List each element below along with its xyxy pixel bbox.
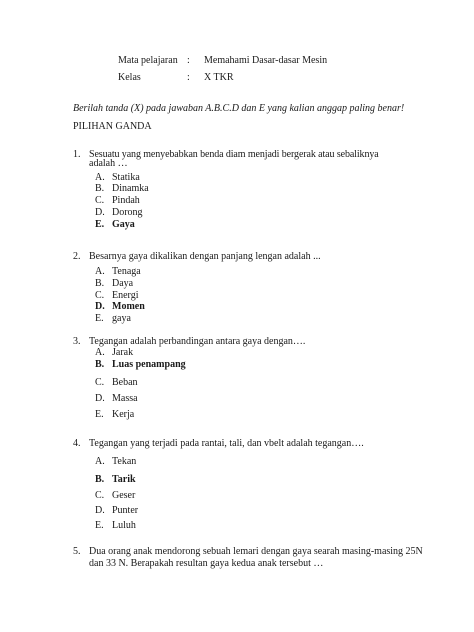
option-letter: E. [95, 520, 104, 531]
question-number: 5. [73, 546, 81, 557]
instruction-text: Berilah tanda (X) pada jawaban A.B.C.D dan E yang kalian anggap paling benar! [73, 103, 405, 114]
question-text: Dua orang anak mendorong sebuah lemari dengan gaya searah masing-masing 25N [89, 546, 423, 557]
option-letter: E. [95, 409, 104, 420]
option-letter: E. [95, 313, 104, 324]
option-letter: B. [95, 183, 105, 194]
option-text: Jarak [112, 347, 134, 358]
option-letter: D. [95, 393, 105, 404]
question-text: Tegangan yang terjadi pada rantai, tali, dan vbelt adalah tegangan…. [89, 438, 364, 449]
option-text: Tekan [112, 456, 137, 467]
option-text-answer: Gaya [112, 219, 135, 230]
option-letter: A. [95, 347, 105, 358]
question-text-continued: adalah … [89, 158, 128, 169]
option-text: Daya [112, 278, 134, 289]
option-letter: C. [95, 490, 105, 501]
subject-value: Memahami Dasar-dasar Mesin [204, 55, 328, 66]
subject-colon: : [187, 55, 190, 66]
question-number: 3. [73, 336, 81, 347]
question-text: Besarnya gaya dikalikan dengan panjang lengan adalah ... [89, 251, 321, 262]
option-letter: C. [95, 377, 105, 388]
option-text: Luluh [112, 520, 136, 531]
option-letter: A. [95, 172, 105, 183]
question-number: 2. [73, 251, 81, 262]
option-text: Geser [112, 490, 136, 501]
option-text: Statika [112, 172, 140, 183]
option-text-answer: Momen [112, 301, 145, 312]
option-letter-answer: B. [95, 359, 105, 370]
option-letter: C. [95, 290, 105, 301]
subject-label: Mata pelajaran [118, 55, 178, 66]
option-text: Pindah [112, 195, 140, 206]
option-text: Dorong [112, 207, 143, 218]
option-text: Tenaga [112, 266, 141, 277]
option-letter: A. [95, 266, 105, 277]
option-text-answer: Tarik [112, 474, 136, 485]
question-number: 4. [73, 438, 81, 449]
option-text: Beban [112, 377, 138, 388]
question-text: Sesuatu yang menyebabkan benda diam menjadi bergerak atau sebaliknya [89, 149, 379, 160]
option-text: gaya [112, 313, 131, 324]
section-title: PILIHAN GANDA [73, 121, 152, 132]
option-letter: A. [95, 456, 105, 467]
option-letter: D. [95, 505, 105, 516]
question-number: 1. [73, 149, 81, 160]
option-letter: B. [95, 278, 105, 289]
option-text: Massa [112, 393, 138, 404]
option-text: Energi [112, 290, 139, 301]
option-letter-answer: E. [95, 219, 105, 230]
question-text-continued: dan 33 N. Berapakah resultan gaya kedua anak tersebut … [89, 558, 324, 569]
option-text-answer: Luas penampang [112, 359, 186, 370]
option-letter: D. [95, 207, 105, 218]
option-text: Punter [112, 505, 139, 516]
class-label: Kelas [118, 72, 141, 83]
option-text: Kerja [112, 409, 135, 420]
class-colon: : [187, 72, 190, 83]
option-letter: C. [95, 195, 105, 206]
question-text: Tegangan adalah perbandingan antara gaya dengan…. [89, 336, 306, 347]
class-value: X TKR [204, 72, 234, 83]
option-letter-answer: D. [95, 301, 105, 312]
option-letter-answer: B. [95, 474, 105, 485]
option-text: Dinamka [112, 183, 149, 194]
